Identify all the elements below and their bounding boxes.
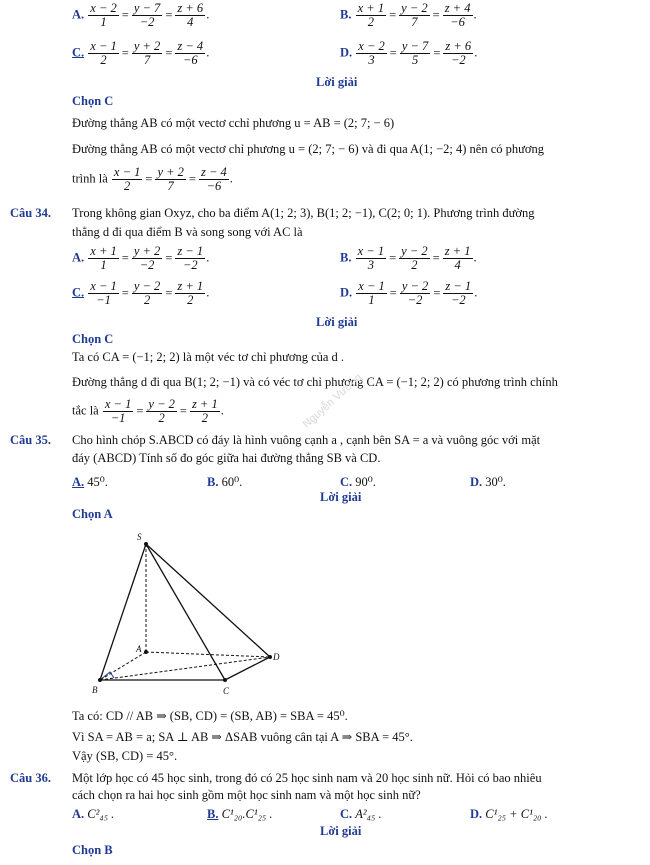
- point-s: [144, 542, 148, 546]
- label-a: A: [136, 644, 142, 654]
- label-s: S: [137, 532, 142, 542]
- q36-solution-title: Lời giải: [320, 824, 362, 838]
- label-d: D: [273, 652, 280, 662]
- q36-option-d: D. C¹₂₅ + C¹₂₀ .: [470, 807, 548, 821]
- q36-stem-line-2: cách chọn ra hai học sinh gồm một học sinh nam và một học sinh nữ?: [72, 788, 421, 802]
- q33-option-c: C. $\frac{x - 1}{2}$ = $\frac{y + 2}{7}$ = $\frac{z - 4}{-6}$ .: [72, 39, 210, 67]
- q36-option-a: A. C²₄₅ .: [72, 807, 115, 821]
- q35-solution-line-3: Vậy (SB, CD) = 45°.: [72, 749, 178, 763]
- q36-stem-line-1: Một lớp học có 45 học sinh, trong đó có 25 học sinh nam và 20 học sinh nữ. Hỏi có bao nhiêu: [72, 771, 542, 785]
- edge-sb: [100, 544, 146, 680]
- q35-number: Câu 35.: [10, 433, 51, 447]
- watermark: Nguyễn Vương: [300, 371, 365, 431]
- q33-solution-line-2: Đường thẳng AB có một vectơ chỉ phương u = (2; 7; − 6) và đi qua A(1; −2; 4) nên có phương: [72, 142, 545, 156]
- q34-number: Câu 34.: [10, 206, 51, 220]
- q34-option-d: D. $\frac{x - 1}{1}$ = $\frac{y - 2}{-2}$ = $\frac{z - 1}{-2}$ .: [340, 279, 478, 307]
- q34-option-a: A. $\frac{x + 1}{1}$ = $\frac{y + 2}{-2}$ = $\frac{z - 1}{-2}$ .: [72, 244, 210, 272]
- q35-answer: Chọn A: [72, 507, 113, 521]
- point-a: [144, 650, 148, 654]
- q35-option-c: C. 90⁰.: [340, 475, 376, 489]
- q35-solution-title: Lời giải: [320, 490, 362, 504]
- q34-solution-line-3: tắc là $\frac{x - 1}{-1}$ = $\frac{y - 2}{2}$ = $\frac{z + 1}{2}$ .: [72, 397, 224, 425]
- point-d: [268, 655, 272, 659]
- q35-stem-line-2: đáy (ABCD) Tính số đo góc giữa hai đường thẳng SB và CD.: [72, 451, 381, 465]
- diagonal-bd: [100, 657, 270, 680]
- q35-option-d: D. 30⁰.: [470, 475, 506, 489]
- point-c: [223, 678, 227, 682]
- q35-solution-line-2: Vì SA = AB = a; SA ⊥ AB ⇒ ΔSAB vuông cân tại A ⇒ SBA = 45°.: [72, 730, 413, 744]
- q34-solution-title: Lời giải: [316, 315, 358, 329]
- q34-option-b: B. $\frac{x - 1}{3}$ = $\frac{y - 2}{2}$ = $\frac{z + 1}{4}$ .: [340, 244, 477, 272]
- pyramid-figure: [80, 530, 300, 705]
- q35-option-b: B. 60⁰.: [207, 475, 243, 489]
- q36-option-c: C. A²₄₅ .: [340, 807, 382, 821]
- q36-answer: Chọn B: [72, 843, 113, 857]
- q35-stem-line-1: Cho hình chóp S.ABCD có đáy là hình vuông cạnh a , cạnh bên SA = a và vuông góc với mặt: [72, 433, 541, 447]
- q34-stem-line-2: thẳng d đi qua điểm B và song song với AC là: [72, 225, 303, 239]
- point-b: [98, 678, 102, 682]
- edge-ad: [146, 652, 270, 657]
- q34-solution-line-1: Ta có CA = (−1; 2; 2) là một véc tơ chỉ phương của d .: [72, 350, 345, 364]
- q33-option-a: A. $\frac{x - 2}{1}$ = $\frac{y - 7}{-2}$ = $\frac{z + 6}{4}$ .: [72, 1, 210, 29]
- q35-solution-line-1: Ta có: CD // AB ⇒ (SB, CD) = (SB, AB) = SBA = 45⁰.: [72, 709, 348, 723]
- edge-cd: [225, 657, 270, 680]
- q34-solution-line-2: Đường thẳng d đi qua B(1; 2; −1) và có véc tơ chỉ phương CA = (−1; 2; 2) có phương trình chính: [72, 375, 558, 389]
- q33-answer: Chọn C: [72, 94, 114, 108]
- q36-number: Câu 36.: [10, 771, 51, 785]
- edge-ab: [100, 652, 146, 680]
- q34-option-c: C. $\frac{x - 1}{-1}$ = $\frac{y - 2}{2}$ = $\frac{z + 1}{2}$ .: [72, 279, 210, 307]
- label-b: B: [92, 685, 98, 695]
- edge-sd: [146, 544, 270, 657]
- fraction: $\frac{x - 2}{1}$: [90, 1, 117, 29]
- label-c: C: [223, 686, 230, 696]
- q33-solution-line-3: trình là $\frac{x - 1}{2}$ = $\frac{y + 2}{7}$ = $\frac{z - 4}{-6}$ .: [72, 165, 233, 193]
- q36-option-b: B. C¹₂₀.C¹₂₅ .: [207, 807, 273, 821]
- q33-solution-title: Lời giải: [316, 75, 358, 89]
- q35-option-a: A. 45⁰.: [72, 475, 108, 489]
- q33-solution-line-1: Đường thẳng AB có một vectơ cchỉ phương u = AB = (2; 7; − 6): [72, 116, 395, 130]
- q33-option-d: D. $\frac{x - 2}{3}$ = $\frac{y - 7}{5}$ = $\frac{z + 6}{-2}$ .: [340, 39, 478, 67]
- q33-option-b: B. $\frac{x + 1}{2}$ = $\frac{y - 2}{7}$ = $\frac{z + 4}{-6}$ .: [340, 1, 477, 29]
- q34-stem-line-1: Trong không gian Oxyz, cho ba điểm A(1; 2; 3), B(1; 2; −1), C(2; 0; 1). Phương trình đường: [72, 206, 535, 220]
- edge-sc: [146, 544, 225, 680]
- q34-answer: Chọn C: [72, 332, 114, 346]
